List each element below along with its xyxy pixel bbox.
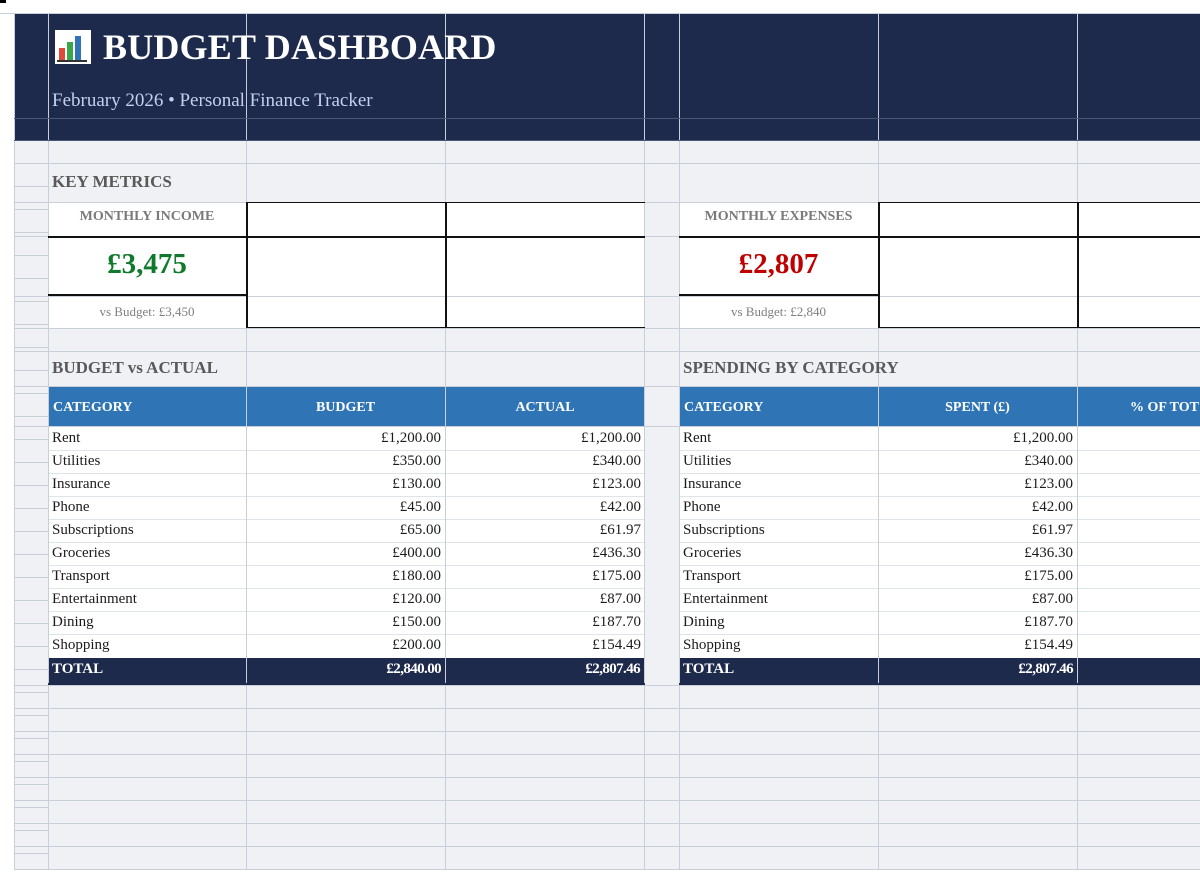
row-separator	[679, 611, 1200, 612]
budget-row-category: Insurance	[52, 476, 111, 492]
row-separator	[48, 611, 645, 612]
spending-by-category-title: SPENDING BY CATEGORY	[683, 358, 899, 377]
spending-row-spent: £42.00	[1031, 499, 1073, 515]
spending-row-category: Dining	[683, 614, 725, 630]
row-separator	[48, 634, 645, 635]
gridline	[14, 439, 48, 440]
spending-row-spent: £340.00	[1024, 453, 1073, 469]
row-separator	[679, 588, 1200, 589]
gridline	[14, 508, 48, 509]
budget-row-budget: £65.00	[399, 522, 441, 538]
income-value: £3,475	[107, 248, 187, 280]
gridline	[14, 324, 48, 325]
budget-row-actual: £175.00	[592, 568, 641, 584]
spending-row-spent: £87.00	[1031, 591, 1073, 607]
row-separator	[48, 565, 645, 566]
gridline	[14, 118, 1200, 119]
budget-total-label: TOTAL	[52, 661, 104, 677]
budget-row-budget: £350.00	[392, 453, 441, 469]
gridline	[14, 623, 48, 624]
budget-col-category[interactable]: CATEGORY	[53, 400, 133, 415]
row-separator	[48, 519, 645, 520]
gridline	[14, 692, 48, 693]
spending-row-spent: £123.00	[1024, 476, 1073, 492]
gridline	[14, 853, 48, 854]
budget-row-budget: £150.00	[392, 614, 441, 630]
top-frame-line	[0, 0, 1200, 14]
gridline	[14, 386, 1200, 387]
expenses-value: £2,807	[738, 248, 819, 280]
spending-row-category: Insurance	[683, 476, 742, 492]
income-vs-budget: vs Budget: £3,450	[99, 304, 195, 319]
gridline	[14, 163, 48, 164]
gridline	[14, 416, 48, 417]
budget-col-actual[interactable]: ACTUAL	[515, 400, 575, 415]
budget-row-budget: £200.00	[392, 637, 441, 653]
row-separator	[48, 588, 645, 589]
gridline	[14, 351, 1200, 352]
budget-row-category: Rent	[52, 430, 81, 446]
page-title: BUDGET DASHBOARD	[103, 27, 497, 67]
row-separator	[679, 450, 1200, 451]
budget-row-actual: £123.00	[592, 476, 641, 492]
gridline	[14, 209, 48, 210]
row-separator	[679, 496, 1200, 497]
budget-row-category: Dining	[52, 614, 94, 630]
spending-row-category: Subscriptions	[683, 522, 765, 538]
gridline	[14, 370, 48, 371]
spending-total-spent: £2,807.46	[1018, 661, 1073, 677]
gridline	[14, 255, 48, 256]
gridline	[14, 577, 48, 578]
budget-row-actual: £42.00	[599, 499, 641, 515]
row-separator	[679, 634, 1200, 635]
spending-row-category: Groceries	[683, 545, 742, 561]
budget-row-actual: £87.00	[599, 591, 641, 607]
gridline	[14, 301, 48, 302]
gridline	[14, 830, 48, 831]
corner-mark	[0, 0, 6, 3]
budget-vs-actual-title: BUDGET vs ACTUAL	[52, 358, 218, 377]
budget-row-category: Subscriptions	[52, 522, 134, 538]
row-separator	[679, 473, 1200, 474]
spending-row-category: Phone	[683, 499, 721, 515]
budget-row-budget: £130.00	[392, 476, 441, 492]
gridline	[14, 328, 1200, 329]
spending-row-category: Transport	[683, 568, 741, 584]
budget-row-category: Utilities	[52, 453, 101, 469]
gridline	[644, 14, 645, 870]
gridline	[14, 715, 48, 716]
spending-row-category: Utilities	[683, 453, 732, 469]
gridline	[679, 14, 680, 870]
income-label: MONTHLY INCOME	[79, 209, 215, 224]
budget-row-budget: £120.00	[392, 591, 441, 607]
budget-row-category: Entertainment	[52, 591, 137, 607]
row-separator	[48, 450, 645, 451]
gridline	[14, 708, 1200, 709]
gridline	[14, 807, 48, 808]
row-separator	[679, 565, 1200, 566]
spending-row-spent: £175.00	[1024, 568, 1073, 584]
gridline	[14, 777, 1200, 778]
budget-row-category: Transport	[52, 568, 110, 584]
income-hline	[246, 236, 645, 238]
gridline	[14, 531, 48, 532]
gridline	[14, 731, 1200, 732]
gridline	[14, 186, 48, 187]
budget-row-actual: £154.49	[592, 637, 641, 653]
gridline	[14, 846, 1200, 847]
key-metrics-title: KEY METRICS	[52, 172, 172, 191]
row-separator	[48, 542, 645, 543]
gridline	[14, 738, 48, 739]
budget-row-actual: £187.70	[592, 614, 641, 630]
expenses-hline	[878, 236, 1200, 238]
expenses-col3-border	[1077, 202, 1200, 328]
gridline	[14, 784, 48, 785]
gridline	[14, 163, 1200, 164]
gridline	[14, 823, 1200, 824]
budget-row-actual: £436.30	[592, 545, 641, 561]
budget-row-actual: £1,200.00	[581, 430, 641, 446]
row-separator	[48, 473, 645, 474]
budget-row-actual: £61.97	[599, 522, 641, 538]
income-col2-border	[246, 202, 445, 328]
spending-row-spent: £436.30	[1024, 545, 1073, 561]
budget-col-budget[interactable]: BUDGET	[315, 400, 376, 415]
spending-total-label: TOTAL	[683, 661, 735, 677]
budget-total-budget: £2,840.00	[386, 661, 441, 677]
spending-row-category: Rent	[683, 430, 712, 446]
expenses-vs-budget: vs Budget: £2,840	[731, 304, 826, 319]
spending-row-category: Shopping	[683, 637, 741, 653]
gridline	[14, 869, 1200, 870]
expenses-col2-border	[878, 202, 1077, 328]
gridline	[14, 761, 48, 762]
budget-row-budget: £400.00	[392, 545, 441, 561]
gridline	[14, 685, 1200, 686]
budget-row-category: Groceries	[52, 545, 111, 561]
gridline	[14, 347, 48, 348]
spending-row-spent: £154.49	[1024, 637, 1073, 653]
budget-row-budget: £1,200.00	[381, 430, 441, 446]
budget-total-bottom	[48, 683, 645, 685]
budget-row-budget: £180.00	[392, 568, 441, 584]
gridline	[14, 485, 48, 486]
spending-col-percent[interactable]: % OF TOT	[1130, 400, 1199, 415]
expenses-label: MONTHLY EXPENSES	[704, 209, 853, 224]
gridline	[14, 800, 1200, 801]
income-col3-border	[445, 202, 645, 328]
gridline	[14, 600, 48, 601]
budget-total-actual: £2,807.46	[585, 661, 640, 677]
gridline	[14, 462, 48, 463]
row-separator	[679, 542, 1200, 543]
gridline	[14, 393, 48, 394]
spending-row-spent: £61.97	[1031, 522, 1073, 538]
bar-chart-icon	[55, 30, 91, 64]
row-separator	[679, 519, 1200, 520]
gridline	[14, 669, 48, 670]
gridline	[14, 278, 48, 279]
page-subtitle: February 2026 • Personal Finance Tracker	[52, 90, 373, 111]
spending-total-bottom	[679, 683, 1200, 685]
budget-row-category: Shopping	[52, 637, 110, 653]
spending-row-category: Entertainment	[683, 591, 768, 607]
spending-row-spent: £187.70	[1024, 614, 1073, 630]
gridline	[14, 232, 48, 233]
budget-row-category: Phone	[52, 499, 90, 515]
gridline	[1077, 14, 1078, 870]
spending-row-spent: £1,200.00	[1013, 430, 1073, 446]
gridline	[14, 646, 48, 647]
gridline	[14, 426, 1200, 427]
spending-col-category[interactable]: CATEGORY	[684, 400, 764, 415]
gridline	[14, 140, 1200, 141]
gridline	[14, 554, 48, 555]
row-separator	[48, 496, 645, 497]
budget-row-actual: £340.00	[592, 453, 641, 469]
spending-col-spent[interactable]: SPENT (£)	[945, 400, 1010, 415]
gridline	[14, 754, 1200, 755]
budget-row-budget: £45.00	[399, 499, 441, 515]
gridline	[14, 14, 15, 870]
gridline	[48, 14, 49, 870]
